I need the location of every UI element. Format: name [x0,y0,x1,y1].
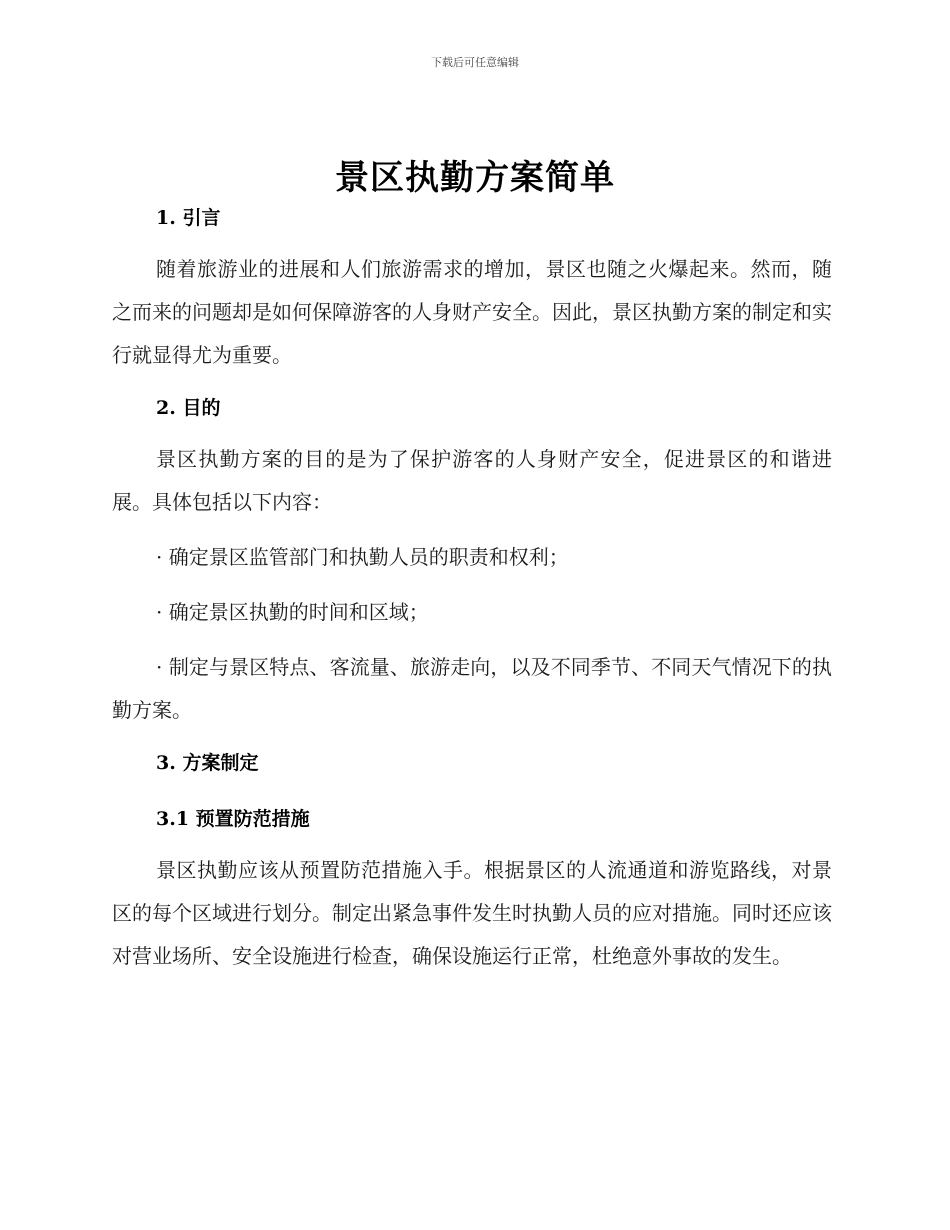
section-heading-introduction: 1. 引言 [156,207,221,229]
purpose-bullet-2: · 确定景区执勤的时间和区域； [156,600,429,624]
purpose-bullet-1: · 确定景区监管部门和执勤人员的职责和权利； [156,545,569,569]
section-heading-plan: 3. 方案制定 [156,752,259,774]
subsection-heading-prevention: 3.1 预置防范措施 [156,808,310,830]
document-title: 景区执勤方案简单 [335,158,615,198]
purpose-bullet-3: · 制定与景区特点、客流量、旅游走向，以及不同季节、不同天气情况下的执勤方案。 [112,655,832,722]
page-header-note: 下载后可任意编辑 [431,56,519,69]
document-body [112,200,832,978]
introduction-paragraph: 随着旅游业的进展和人们旅游需求的增加，景区也随之火爆起来。然而，随之而来的问题却是如何保障游客的人身财产安全。因此，景区执勤方案的制定和实行就显得尤为重要。 [112,257,832,367]
section-heading-purpose: 2. 目的 [156,397,221,419]
purpose-paragraph: 景区执勤方案的目的是为了保护游客的人身财产安全，促进景区的和谐进展。具体包括以下内容： [112,447,832,514]
prevention-paragraph: 景区执勤应该从预置防范措施入手。根据景区的人流通道和游览路线，对景区的每个区域进行划分。制定出紧急事件发生时执勤人员的应对措施。同时还应该对营业场所、安全设施进行检查，确保设施运行正常，杜绝意外事故的发生。 [112,858,832,968]
